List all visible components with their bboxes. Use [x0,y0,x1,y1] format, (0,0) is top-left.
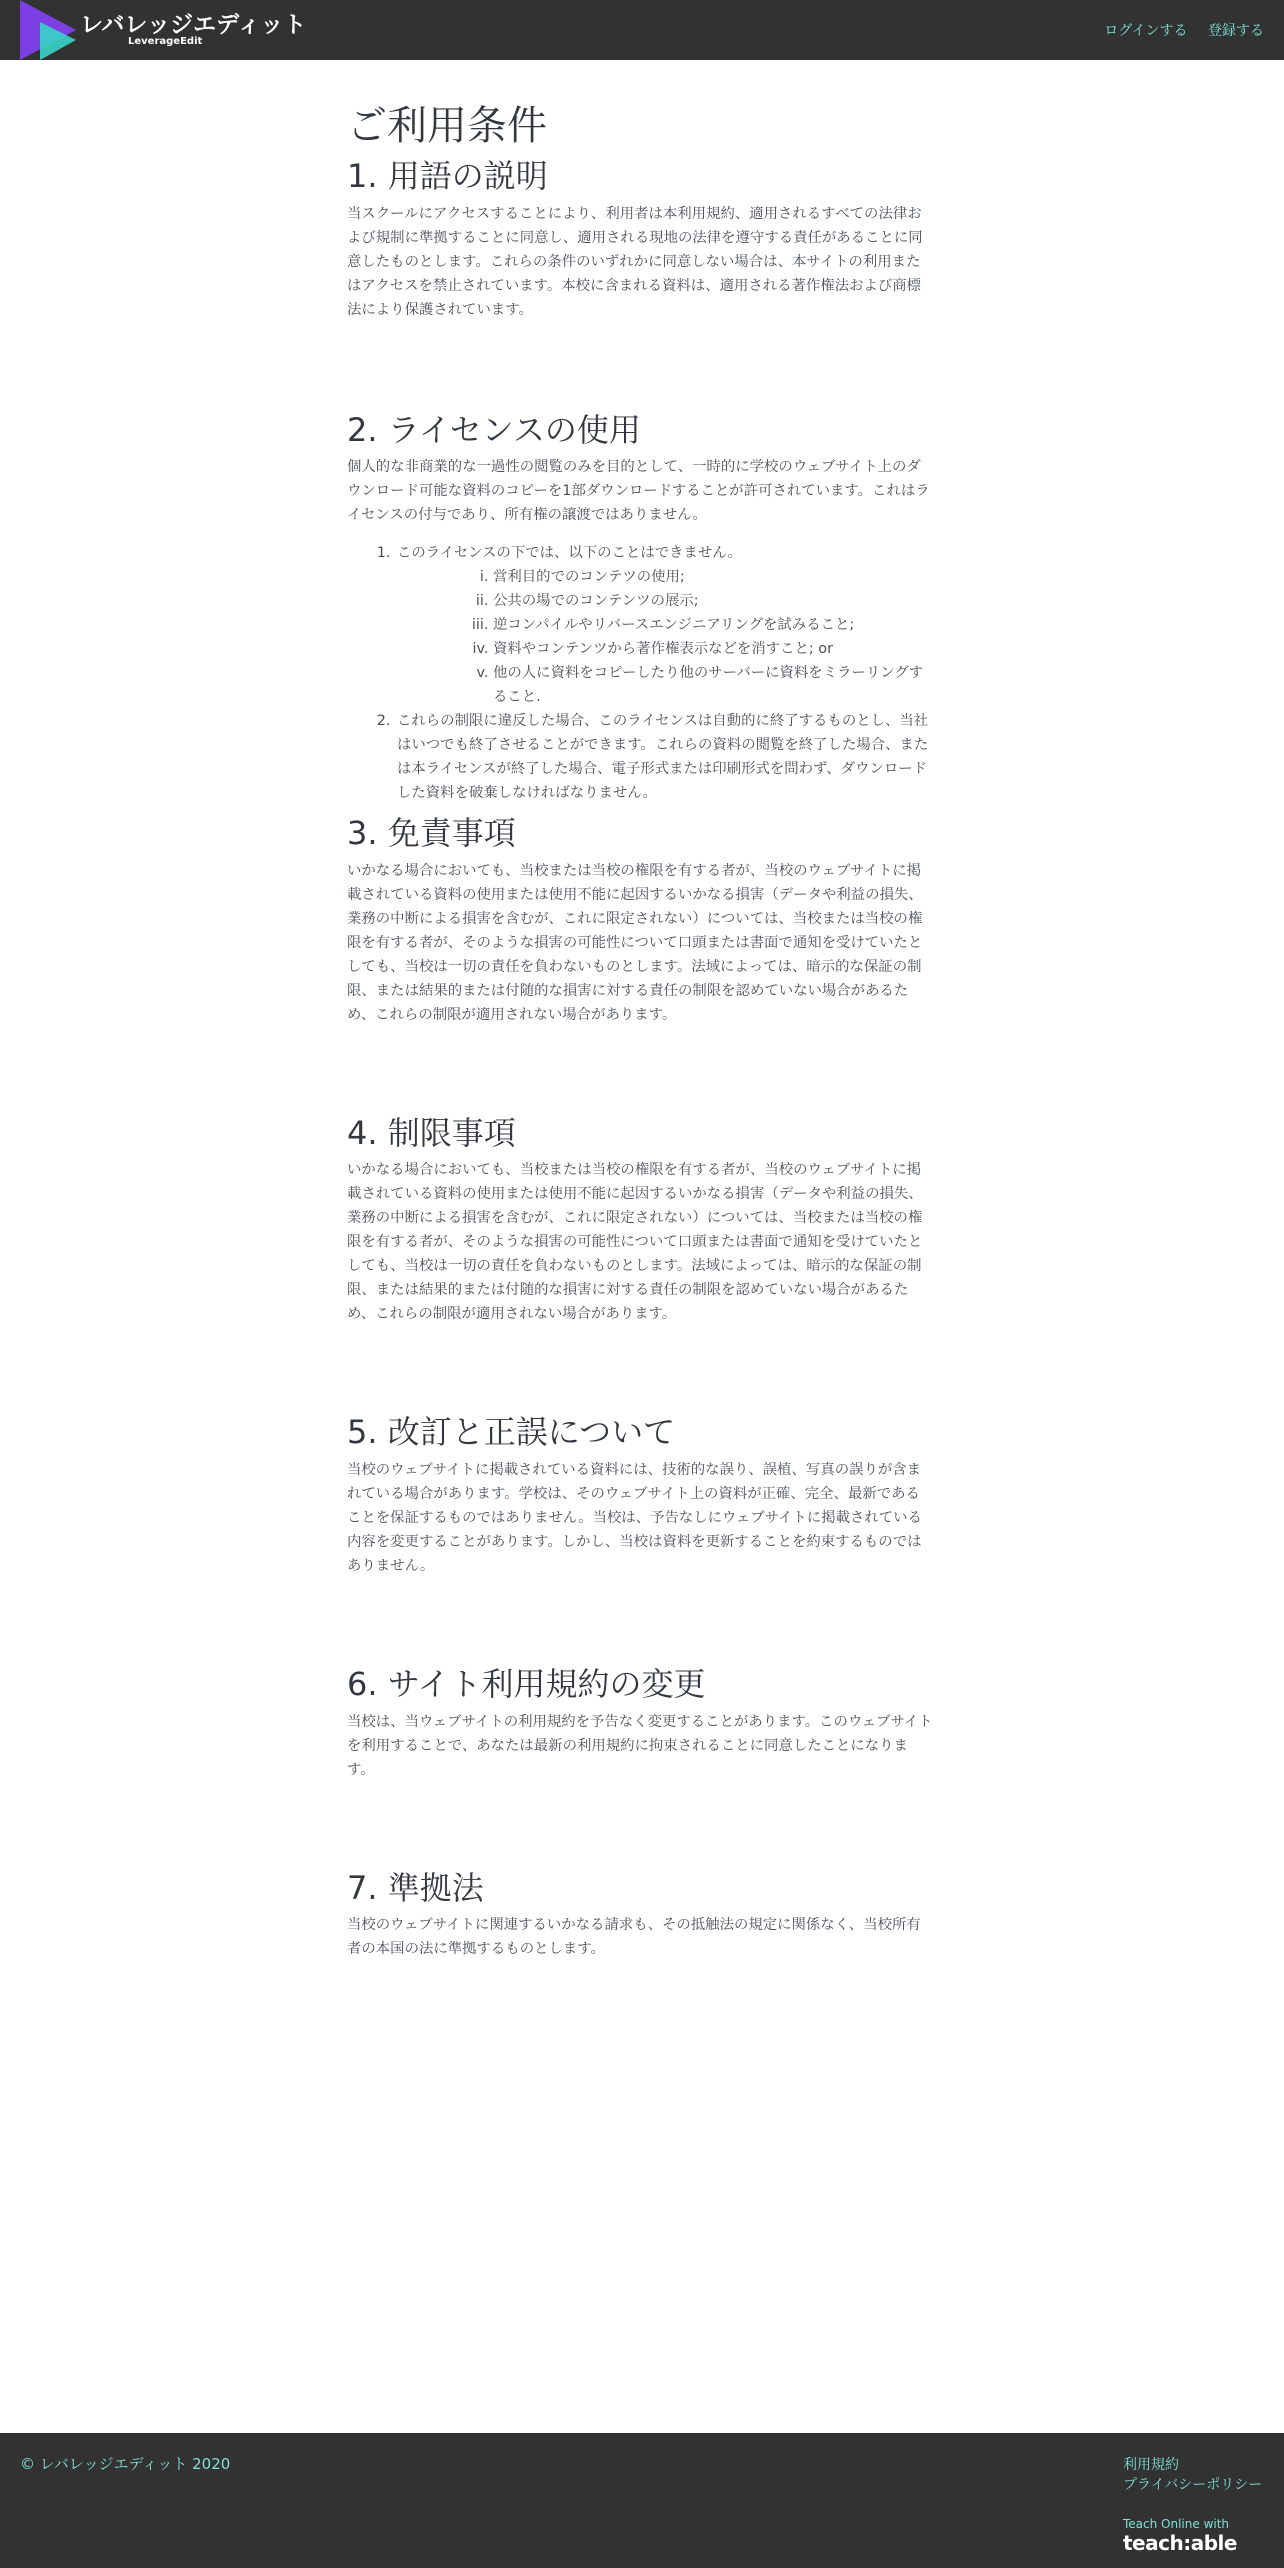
section-governing-law [347,1868,933,1962]
section-terms-changes [347,1664,933,1782]
section-body: 当スクールにアクセスすることにより、利用者は本利用規約、適用されるすべての法律および規制に準拠することに同意し、適用される現地の法律を遵守する責任があることに同意したものとします。これらの条件のいずれかに同意しない場合は、本サイトの利用またはアクセスを禁止されています。本校に含まれる資料は、適用される著作権法および商標法により保護されています。 [347,205,923,318]
logo-text: レバレッジエディット [80,12,307,38]
section-terms [347,156,933,322]
section-heading: 5. 改訂と正誤について [347,1413,676,1452]
section-body: いかなる場合においても、当校または当校の権限を有する者が、当校のウェブサイトに掲載されている資料の使用または使用不能に起因するいかなる損害（データや利益の損失、業務の中断による損害を含むが、これに限定されない）については、当校または当校の権限を有する者が、そのような損害の可能性について口頭または書面で通知を受けていたとしても、当校は一切の責任を負わないものとします。法域によっては、暗示的な保証の制限、または結果的または付随的な損害に対する責任の制限を認めていない場合があるため、これらの制限が適用されない場合があります。 [347,1162,923,1323]
section-body: 当校のウェブサイトに掲載されている資料には、技術的な誤り、誤植、写真の誤りが含まれている場合があります。学校は、そのウェブサイト上の資料が正確、完全、最新であることを保証するものではありません。当校は、予告なしにウェブサイトに掲載されている内容を変更することがあります。しかし、当校は資料を更新することを約束するものではありません。 [347,1461,922,1574]
terms-link[interactable]: 利用規約 [1123,2457,1179,2473]
list-item: iv. 資料やコンテンツから著作権表示などを消すこと; or [493,637,933,661]
section-heading: 7. 準拠法 [347,1868,484,1907]
section-limitations [347,1113,933,1327]
list-item: ii. 公共の場でのコンテンツの展示; [493,589,933,613]
list-item: iii. 逆コンパイルやリバースエンジニアリングを試みること; [493,613,933,637]
section-heading: 6. サイト利用規約の変更 [347,1664,706,1703]
register-link[interactable]: 登録する [1208,23,1264,39]
play-logo-icon [18,0,78,60]
page-title: ご利用条件 [347,103,547,149]
section-body: 当校は、当ウェブサイトの利用規約を予告なく変更することがあります。このウェブサイトを利用することで、あなたは最新の利用規約に拘束されることに同意したことになります。 [347,1713,933,1778]
section-revisions [347,1412,933,1578]
header-nav [1088,20,1264,40]
list-item: v. 他の人に資料をコピーしたり他のサーバーに資料をミラーリングすること. [493,661,933,709]
section-heading: 2. ライセンスの使用 [347,410,641,449]
list-item [395,541,933,709]
teachable-logo[interactable]: teach:able [1123,2531,1237,2555]
section-heading: 1. 用語の説明 [347,157,548,195]
restriction-list [397,565,933,709]
terms-content [347,100,933,2047]
section-heading: 3. 免責事項 [347,814,516,853]
site-footer [0,2433,1284,2568]
section-body: いかなる場合においても、当校または当校の権限を有する者が、当校のウェブサイトに掲載されている資料の使用または使用不能に起因するいかなる損害（データや利益の損失、業務の中断による損害を含むが、これに限定されない）については、当校または当校の権限を有する者が、そのような損害の可能性について口頭または書面で通知を受けていたとしても、当校は一切の責任を負わないものとします。法域によっては、暗示的な保証の制限、または結果的または付随的な損害に対する責任の制限を認めていない場合があるため、これらの制限が適用されない場合があります。 [347,862,923,1023]
list-item: i. 営利目的でのコンテツの使用; [493,565,933,589]
section-disclaimer [347,813,933,1027]
logo-subtext: LeverageEdit [128,36,203,47]
section-body: 当校のウェブサイトに関連するいかなる請求も、その抵触法の規定に関係なく、当校所有者の本国の法に準拠するものとします。 [347,1917,921,1958]
section-license [347,410,933,806]
site-header [0,0,1284,60]
footer-links [1123,2455,1262,2495]
copyright-text: © レバレッジエディット 2020 [20,2455,231,2473]
teachable-caption[interactable]: Teach Online with [1123,2517,1230,2531]
list-item-text: このライセンスの下では、以下のことはできません。 [397,545,742,562]
section-heading: 4. 制限事項 [347,1113,516,1152]
login-link[interactable]: ログインする [1104,23,1188,39]
section-body: 個人的な非商業的な一過性の閲覧のみを目的として、一時的に学校のウェブサイト上のダウンロード可能な資料のコピーを1部ダウンロードすることが許可されています。これはライセンスの付与であり、所有権の譲渡ではありません。 [347,459,930,524]
license-list [347,541,933,805]
privacy-link[interactable]: プライバシーポリシー [1123,2477,1263,2493]
site-logo[interactable] [18,0,307,60]
list-item: 2. これらの制限に違反した場合、このライセンスは自動的に終了するものとし、当社はいつでも終了させることができます。これらの資料の閲覧を終了した場合、または本ライセンスが終了した場合、電子形式または印刷形式を問わず、ダウンロードした資料を破棄しなければなりません。 [395,709,933,805]
